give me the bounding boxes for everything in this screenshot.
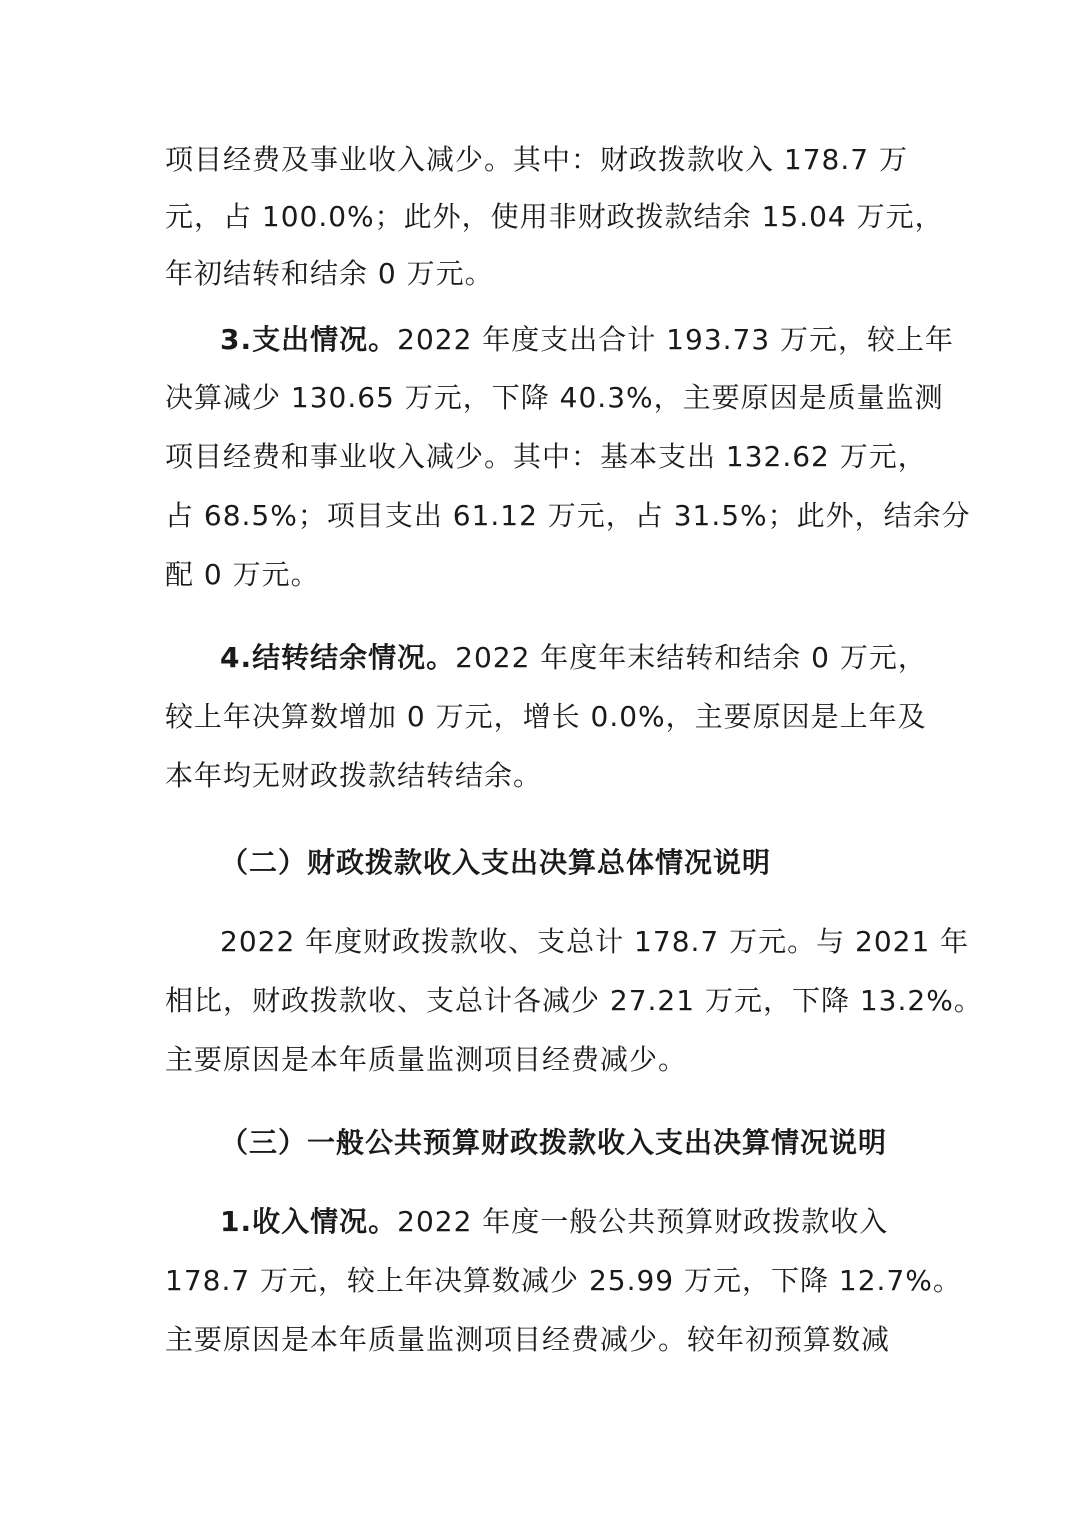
paragraph-line: 决算减少 130.65 万元，下降 40.3%，主要原因是质量监测 <box>165 381 944 414</box>
paragraph-line: 占 68.5%；项目支出 61.12 万元，占 31.5%；此外，结余分 <box>165 499 971 532</box>
paragraph-line: 178.7 万元，较上年决算数减少 25.99 万元，下降 12.7%。 <box>165 1264 962 1297</box>
paragraph-text: 2022 年度支出合计 193.73 万元，较上年 <box>397 323 955 356</box>
paragraph-line: 年初结转和结余 0 万元。 <box>165 257 494 290</box>
paragraph-first-line <box>220 1202 888 1242</box>
section-lead: 4.结转结余情况。 <box>220 641 456 674</box>
section-heading: （二）财政拨款收入支出决算总体情况说明 <box>220 846 772 879</box>
paragraph-line: 主要原因是本年质量监测项目经费减少。较年初预算数减 <box>165 1323 891 1356</box>
section-lead: 1.收入情况。 <box>220 1205 398 1238</box>
paragraph-text: 2022 年度一般公共预算财政拨款收入 <box>397 1205 889 1238</box>
paragraph-first-line <box>220 320 954 360</box>
paragraph-line: 较上年决算数增加 0 万元，增长 0.0%，主要原因是上年及 <box>165 700 927 733</box>
paragraph-line: 主要原因是本年质量监测项目经费减少。 <box>165 1043 688 1076</box>
paragraph-line: 相比，财政拨款收、支总计各减少 27.21 万元，下降 13.2%。 <box>165 984 983 1017</box>
paragraph-text: 2022 年度年末结转和结余 0 万元， <box>455 641 927 674</box>
paragraph-first-line <box>220 638 927 678</box>
paragraph-line: 元，占 100.0%；此外，使用非财政拨款结余 15.04 万元， <box>165 200 944 233</box>
paragraph-line: 项目经费及事业收入减少。其中：财政拨款收入 178.7 万 <box>165 143 908 176</box>
paragraph-line: 本年均无财政拨款结转结余。 <box>165 759 543 792</box>
section-lead: 3.支出情况。 <box>220 323 398 356</box>
section-heading: （三）一般公共预算财政拨款收入支出决算情况说明 <box>220 1126 888 1159</box>
paragraph-line: 配 0 万元。 <box>165 558 320 591</box>
paragraph-line: 2022 年度财政拨款收、支总计 178.7 万元。与 2021 年 <box>220 925 970 958</box>
paragraph-line: 项目经费和事业收入减少。其中：基本支出 132.62 万元， <box>165 440 927 473</box>
